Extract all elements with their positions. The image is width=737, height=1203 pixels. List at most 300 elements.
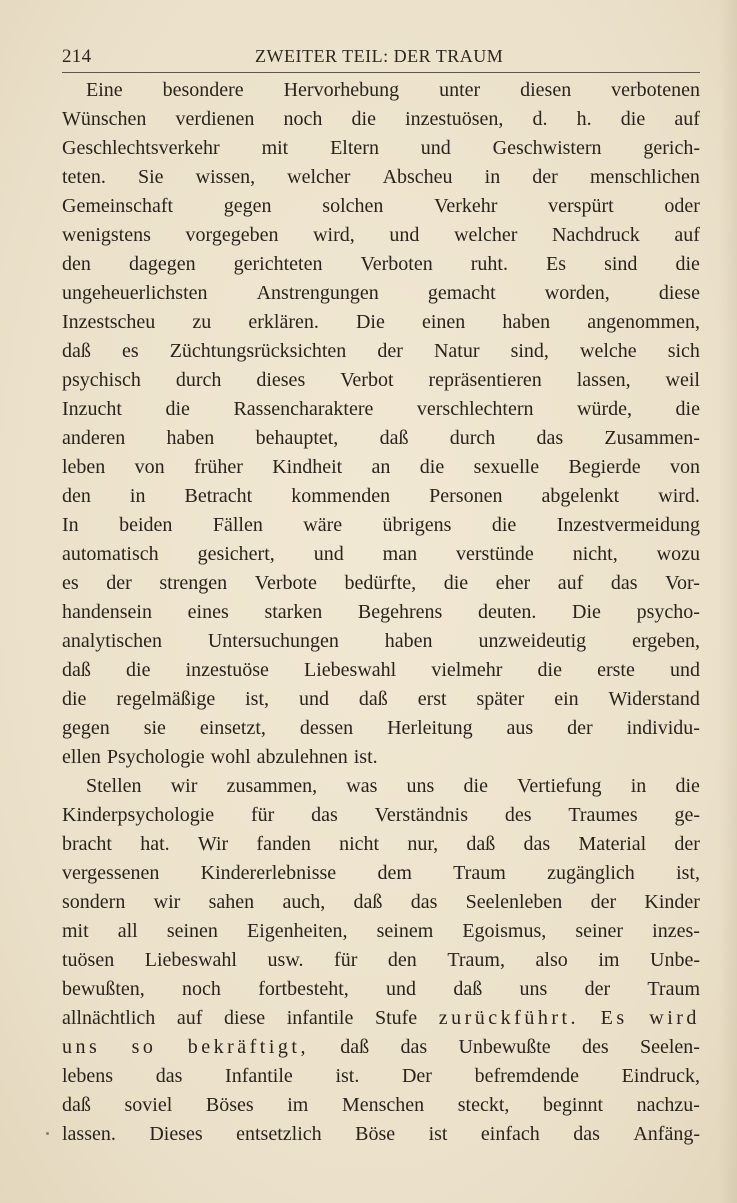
word: die <box>537 659 562 681</box>
word: hat. <box>140 833 170 855</box>
word: Der <box>401 1065 432 1087</box>
word: von <box>134 456 165 478</box>
word: sahen <box>208 891 255 913</box>
word: Eigenheiten, <box>247 920 348 942</box>
word: die <box>351 108 376 130</box>
word: uns <box>406 775 435 797</box>
word: unter <box>439 79 481 101</box>
word: zusammen, <box>226 775 318 797</box>
word: Die <box>572 601 601 623</box>
text-line <box>62 801 700 830</box>
word: durch <box>449 427 496 449</box>
word: durch <box>175 369 222 391</box>
text-line <box>62 76 700 105</box>
word: d. <box>532 108 548 130</box>
word: Anstrengungen <box>256 282 379 304</box>
word: wissen, <box>195 166 256 188</box>
word: mit <box>261 137 289 159</box>
word: sind <box>604 253 638 275</box>
word: besondere <box>162 79 244 101</box>
word: den <box>62 485 91 507</box>
word: eines <box>187 601 229 623</box>
text-line <box>62 482 700 511</box>
word: des <box>504 804 532 826</box>
page-number: 214 <box>62 46 92 67</box>
word: Widerstand <box>608 688 700 710</box>
word: in <box>129 485 146 507</box>
word: Egoismus, <box>462 920 547 942</box>
word: Verkehr <box>434 195 498 217</box>
text-line <box>62 1062 700 1091</box>
word: Zusammen- <box>604 427 700 449</box>
text-line <box>62 337 700 366</box>
word: seinem <box>376 920 434 942</box>
word: ruht. <box>470 253 508 275</box>
word: vergessenen <box>62 862 160 884</box>
word: so <box>131 1036 157 1058</box>
word: gesichert, <box>197 543 275 565</box>
word: ist, <box>676 862 700 884</box>
word: die <box>463 775 488 797</box>
word: Seelenleben <box>465 891 563 913</box>
word: dem <box>377 862 412 884</box>
word: der <box>532 166 558 188</box>
word: ist <box>428 1123 448 1145</box>
word: Verbote <box>254 572 317 594</box>
word: beiden <box>119 514 173 536</box>
word: der <box>590 891 617 913</box>
word: im <box>287 1094 309 1116</box>
word: zugänglich <box>547 862 635 884</box>
word: Wünschen <box>62 108 147 130</box>
word: ge- <box>674 804 700 826</box>
word: haben <box>384 630 433 652</box>
text-line <box>62 946 700 975</box>
word: aus <box>506 717 534 739</box>
word: bewußten, <box>62 978 145 1000</box>
word: verdienen <box>175 108 255 130</box>
word: Menschen <box>341 1094 425 1116</box>
word: Geschwistern <box>492 137 602 159</box>
word: den <box>62 253 91 275</box>
text-line <box>62 250 700 279</box>
word: Psychologie <box>106 746 205 768</box>
word: wird. <box>658 485 700 507</box>
word: auch, <box>282 891 326 913</box>
text-line <box>62 453 700 482</box>
word: daß <box>466 833 496 855</box>
text-line <box>62 105 700 134</box>
word: wozu <box>656 543 700 565</box>
word: Inzestvermeidung <box>556 514 700 536</box>
word: was <box>346 775 378 797</box>
word: regelmäßige <box>116 688 216 710</box>
word: ungeheuerlichsten <box>62 282 208 304</box>
word: haben <box>166 427 215 449</box>
word: der <box>584 978 611 1000</box>
word: wir <box>153 891 181 913</box>
word: sondern <box>62 891 126 913</box>
word: Kinderpsychologie <box>62 804 215 826</box>
text-line <box>62 1091 700 1120</box>
word: es <box>121 340 139 362</box>
word: angenommen, <box>587 311 700 333</box>
word: menschlichen <box>589 166 700 188</box>
word: erst <box>417 688 447 710</box>
word: das <box>311 804 338 826</box>
word: nur, <box>407 833 439 855</box>
word: inzes- <box>652 920 700 942</box>
word: Inzestscheu <box>62 311 156 333</box>
word: Verständnis <box>374 804 468 826</box>
word: der <box>106 572 132 594</box>
word: gegen <box>223 195 272 217</box>
word: Liebeswahl <box>144 949 237 971</box>
word: erste <box>597 659 635 681</box>
word: die <box>491 514 517 536</box>
word: gemacht <box>427 282 496 304</box>
word: wird <box>649 1007 700 1029</box>
word: verbotenen <box>611 79 700 101</box>
word: Begierde <box>568 456 641 478</box>
word: der <box>567 717 593 739</box>
word: Material <box>578 833 647 855</box>
word: ergeben, <box>632 630 700 652</box>
word: entsetzlich <box>236 1123 322 1145</box>
word: uns <box>519 978 548 1000</box>
text-line <box>62 279 700 308</box>
word: die <box>62 688 87 710</box>
word: Infantile <box>225 1065 293 1087</box>
word: Stellen <box>86 775 142 797</box>
word: Seelen- <box>639 1036 700 1058</box>
word: und <box>420 137 451 159</box>
word: strengen <box>159 572 228 594</box>
word: daß <box>62 659 91 681</box>
word: auf <box>557 572 584 594</box>
word: daß <box>358 688 388 710</box>
word: und <box>386 978 417 1000</box>
word: oder <box>664 195 700 217</box>
word: wäre <box>303 514 343 536</box>
word: gerich- <box>643 137 700 159</box>
word: analytischen <box>62 630 162 652</box>
word: Geschlechtsverkehr <box>62 137 220 159</box>
word: abgelenkt <box>541 485 620 507</box>
word: diese <box>224 1007 266 1029</box>
word: Herleitung <box>387 717 473 739</box>
word: im <box>598 949 620 971</box>
word: Vor- <box>665 572 700 594</box>
word: für <box>334 949 358 971</box>
word: Fällen <box>212 514 263 536</box>
word: in <box>484 166 501 188</box>
word: das <box>536 427 564 449</box>
word: dagegen <box>128 253 196 275</box>
word: usw. <box>267 949 304 971</box>
text-line <box>62 714 700 743</box>
word: an <box>371 456 391 478</box>
text-line <box>62 1033 700 1062</box>
word: die <box>620 108 646 130</box>
text-line <box>62 540 700 569</box>
word: sich <box>667 340 700 362</box>
text-line <box>62 743 700 772</box>
word: lassen, <box>576 369 631 391</box>
word: Böse <box>355 1123 396 1145</box>
text-line <box>62 917 700 946</box>
word: verspürt <box>548 195 614 217</box>
text-line <box>62 975 700 1004</box>
word: Unbewußte <box>458 1036 551 1058</box>
word: deuten. <box>478 601 537 623</box>
word: Personen <box>429 485 503 507</box>
word: gerichteten <box>233 253 323 275</box>
text-line <box>62 192 700 221</box>
word: uns <box>62 1036 101 1058</box>
word: ellen <box>62 746 101 768</box>
word: kommenden <box>291 485 391 507</box>
word: welcher <box>454 224 518 246</box>
word: in <box>630 775 647 797</box>
word: vielmehr <box>431 659 503 681</box>
word: Traum <box>647 978 700 1000</box>
word: weil <box>665 369 700 391</box>
word: seinen <box>166 920 218 942</box>
word: behauptet, <box>255 427 339 449</box>
text-line <box>62 656 700 685</box>
word: würde, <box>577 398 632 420</box>
word: leben <box>62 456 106 478</box>
text-line <box>62 627 700 656</box>
word: all <box>117 920 138 942</box>
word: sind, <box>510 340 549 362</box>
word: und <box>298 688 329 710</box>
text-line <box>62 424 700 453</box>
word: Rassencharaktere <box>233 398 374 420</box>
word: Liebeswahl <box>304 659 397 681</box>
word: wir <box>170 775 198 797</box>
word: Begehrens <box>357 601 443 623</box>
word: dessen <box>299 717 354 739</box>
text-line <box>62 1120 700 1149</box>
word: das <box>400 1036 428 1058</box>
word: Untersuchungen <box>207 630 339 652</box>
word: Natur <box>433 340 480 362</box>
word: ist. <box>335 1065 360 1087</box>
word: welcher <box>287 166 351 188</box>
word: allnächtlich <box>62 1007 156 1029</box>
word: repräsentieren <box>428 369 542 391</box>
word: eher <box>495 572 531 594</box>
word: Anfäng- <box>633 1123 700 1145</box>
body-text <box>62 76 700 1149</box>
word: abzulehnen <box>256 746 348 768</box>
word: steckt, <box>457 1094 510 1116</box>
word: auf <box>674 224 700 246</box>
word: die <box>675 253 700 275</box>
word: bekräftigt, <box>187 1036 309 1058</box>
word: befremdende <box>474 1065 579 1087</box>
word: erklären. <box>248 311 319 333</box>
word: daß <box>453 978 483 1000</box>
word: die <box>165 398 190 420</box>
word: also <box>535 949 568 971</box>
word: lebens <box>62 1065 114 1087</box>
word: Eltern <box>330 137 379 159</box>
word: dieses <box>256 369 306 391</box>
word: Eine <box>86 79 123 101</box>
word: von <box>669 456 700 478</box>
text-line <box>62 366 700 395</box>
word: Verbot <box>340 369 394 391</box>
word: die <box>419 456 445 478</box>
word: unzweideutig <box>478 630 587 652</box>
word: später <box>476 688 525 710</box>
word: tuösen <box>62 949 115 971</box>
word: h. <box>576 108 592 130</box>
word: vorgegeben <box>185 224 279 246</box>
text-line <box>62 830 700 859</box>
text-line <box>62 569 700 598</box>
word: das <box>610 572 638 594</box>
word: nicht, <box>572 543 618 565</box>
word: haben <box>502 311 551 333</box>
word: einsetzt, <box>199 717 266 739</box>
text-line <box>62 221 700 250</box>
word: Es <box>600 1007 628 1029</box>
word: des <box>581 1036 609 1058</box>
word: das <box>410 891 438 913</box>
word: übrigens <box>382 514 452 536</box>
word: einen <box>421 311 466 333</box>
page-header <box>62 42 700 73</box>
word: Verboten <box>360 253 433 275</box>
word: wenigstens <box>62 224 151 246</box>
text-line <box>62 1004 700 1033</box>
word: zu <box>192 311 212 333</box>
word: Traum, <box>447 949 505 971</box>
word: die <box>126 659 151 681</box>
word: ist, <box>245 688 270 710</box>
word: daß <box>62 340 91 362</box>
text-line <box>62 395 700 424</box>
word: Abscheu <box>382 166 453 188</box>
word: psycho- <box>636 601 700 623</box>
word: nicht <box>339 833 380 855</box>
word: seiner <box>575 920 624 942</box>
text-line <box>62 511 700 540</box>
word: das <box>155 1065 183 1087</box>
word: gegen <box>62 717 110 739</box>
word: starken <box>264 601 323 623</box>
word: diese <box>658 282 700 304</box>
word: mit <box>62 920 89 942</box>
word: Wir <box>197 833 229 855</box>
text-line <box>62 598 700 627</box>
word: Traumes <box>568 804 638 826</box>
word: Inzucht <box>62 398 122 420</box>
word: ein <box>554 688 579 710</box>
word: Kinder <box>644 891 700 913</box>
word: Züchtungsrücksichten <box>169 340 347 362</box>
word: verschlechtern <box>416 398 534 420</box>
word: und <box>313 543 344 565</box>
word: inzestuöse <box>185 659 269 681</box>
word: nachzu- <box>636 1094 700 1116</box>
word: man <box>382 543 418 565</box>
word: wohl <box>210 746 251 768</box>
word: psychisch <box>62 369 141 391</box>
word: Stufe <box>374 1007 418 1029</box>
word: sie <box>143 717 166 739</box>
word: ist. <box>353 746 378 768</box>
text-line <box>62 134 700 163</box>
word: Vertiefung <box>517 775 602 797</box>
text-line <box>62 163 700 192</box>
word: und <box>389 224 420 246</box>
word: soviel <box>124 1094 173 1116</box>
word: daß <box>379 427 409 449</box>
word: Traum <box>453 862 506 884</box>
text-line <box>62 888 700 917</box>
word: sexuelle <box>473 456 540 478</box>
word: handensein <box>62 601 152 623</box>
word: das <box>523 833 551 855</box>
text-line <box>62 308 700 337</box>
word: infantile <box>286 1007 354 1029</box>
word: noch <box>182 978 221 1000</box>
text-line <box>62 685 700 714</box>
word: Sie <box>137 166 164 188</box>
word: Kindheit <box>272 456 343 478</box>
word: teten. <box>62 166 106 188</box>
word: fanden <box>256 833 311 855</box>
word: Betracht <box>184 485 253 507</box>
word: die <box>675 398 700 420</box>
word: noch <box>283 108 323 130</box>
word: verstünde <box>456 543 534 565</box>
word: das <box>573 1123 600 1145</box>
word: In <box>62 514 79 536</box>
word: inzestuösen, <box>405 108 504 130</box>
word: und <box>670 659 700 681</box>
word: die <box>675 775 700 797</box>
word: welche <box>580 340 637 362</box>
word: Die <box>355 311 385 333</box>
word: bedürfte, <box>344 572 417 594</box>
word: Unbe- <box>650 949 700 971</box>
word: anderen <box>62 427 126 449</box>
word: diesen <box>520 79 572 101</box>
word: Nachdruck <box>552 224 640 246</box>
word: fortbesteht, <box>258 978 349 1000</box>
word: Dieses <box>149 1123 203 1145</box>
word: es <box>62 572 79 594</box>
word: daß <box>340 1036 370 1058</box>
word: beginnt <box>543 1094 604 1116</box>
word: Böses <box>205 1094 254 1116</box>
paper-speck <box>46 1132 49 1135</box>
word: einfach <box>480 1123 540 1145</box>
word: automatisch <box>62 543 159 565</box>
word: bracht <box>62 833 112 855</box>
word: Gemeinschaft <box>62 195 174 217</box>
word: Hervorhebung <box>283 79 400 101</box>
word: der <box>377 340 403 362</box>
word: daß <box>62 1094 91 1116</box>
word: den <box>387 949 417 971</box>
